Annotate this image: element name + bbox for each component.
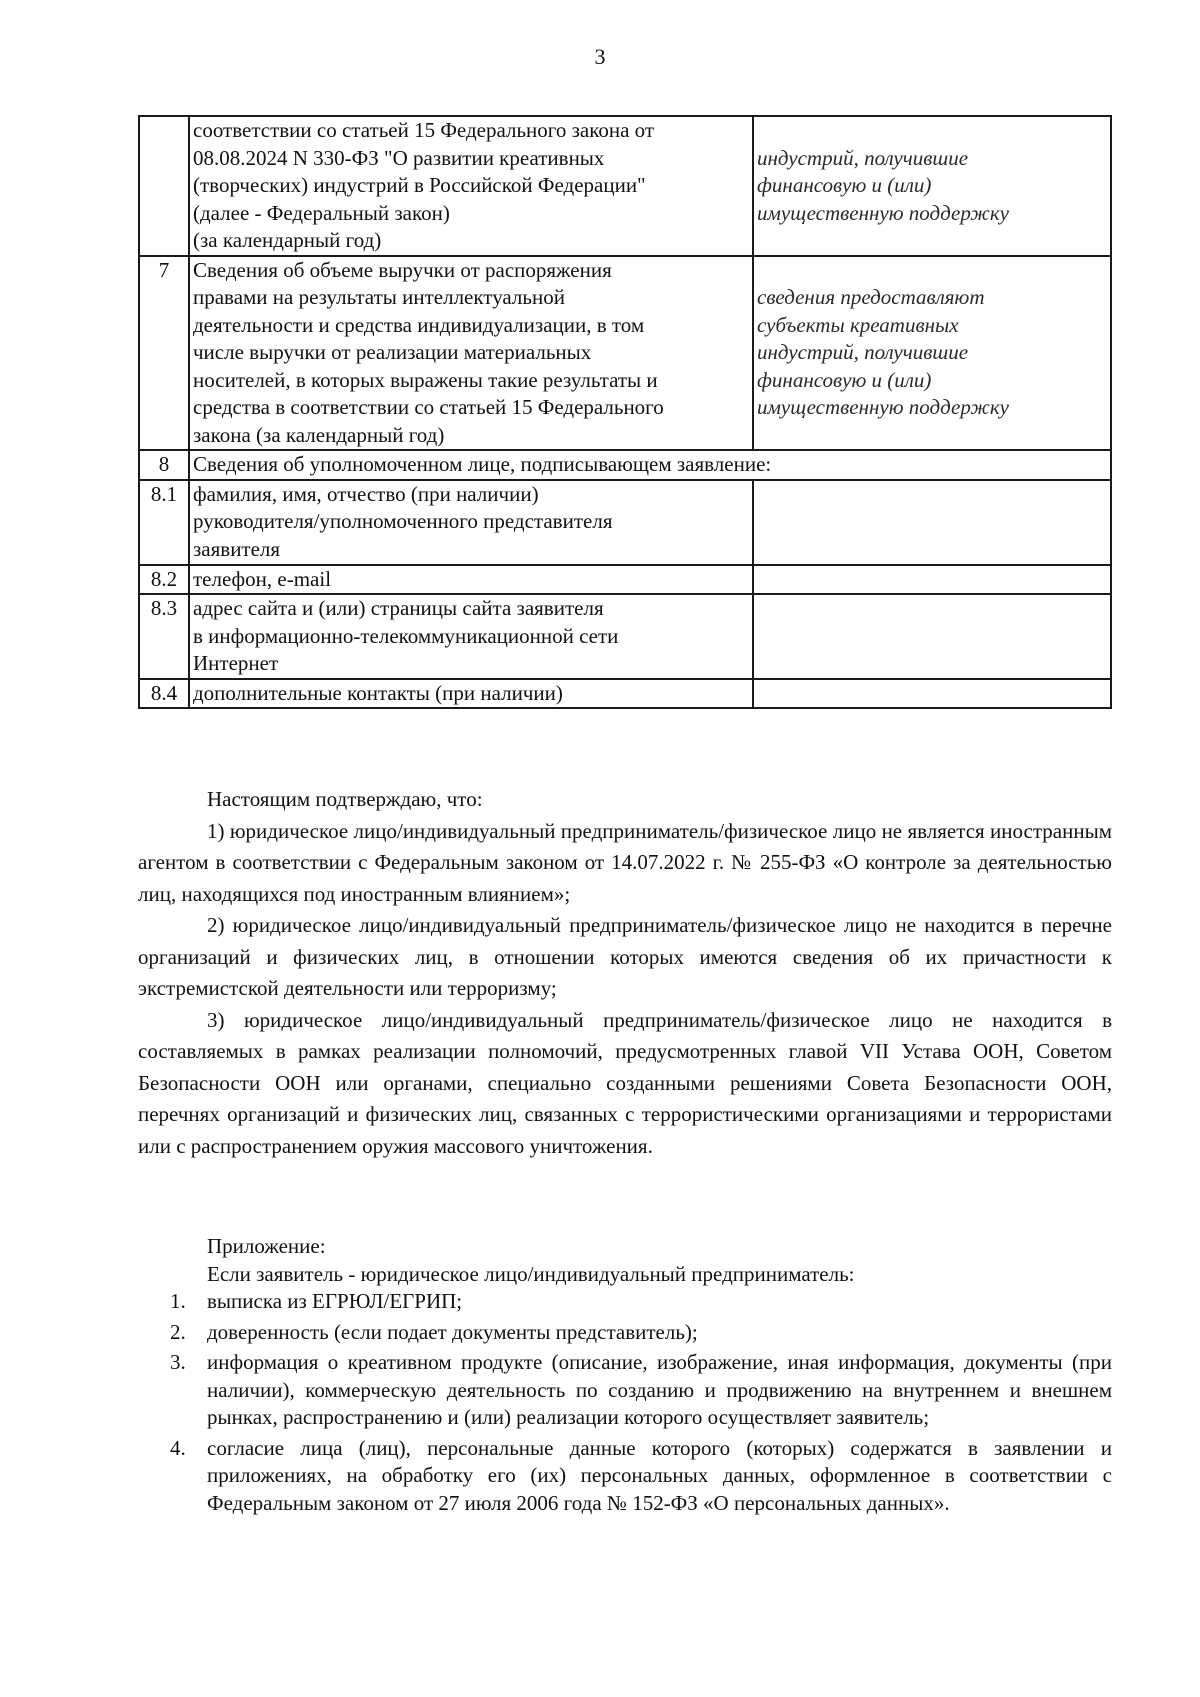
row-number: 8.3 [139,594,189,679]
row-number: 8.1 [139,480,189,565]
row-label [189,116,753,256]
row-number: 8.2 [139,565,189,595]
row-label [189,480,753,565]
value-cell-website[interactable] [753,594,1111,679]
list-item [138,1349,1112,1432]
value-cell-full-name[interactable] [753,480,1111,565]
list-item [138,1435,1112,1518]
row-label: дополнительные контакты (при наличии) [189,679,753,709]
table-row [139,594,1111,679]
list-item [138,1288,1112,1316]
list-item-number: 3. [170,1350,186,1374]
confirmation-section [138,784,1112,1162]
value-cell-phone-email[interactable] [753,565,1111,595]
list-item [138,1319,1112,1347]
annex-list [138,1288,1112,1517]
annex-title: Приложение: [207,1234,326,1258]
list-item-number: 1. [170,1289,186,1313]
row-note [753,116,1111,256]
list-item-text: информация о креативном продукте (описание, изображение, иная информация, документы (при наличии), коммерческую деятельность по созданию и продвижению на внутреннем и внешнем рынках, распространению и (или) реализации которого осуществляет заявитель; [207,1350,1112,1429]
confirmation-item: 2) юридическое лицо/индивидуальный предприниматель/физическое лицо не находится в перечне организаций и физических лиц, в отношении которых имеются сведения об их причастности к экстремистской деятельности или терроризму; [138,913,1112,1000]
annex-condition: Если заявитель - юридическое лицо/индивидуальный предприниматель: [207,1262,855,1286]
row-label [189,594,753,679]
annex-section [138,1232,1112,1520]
row-note [753,256,1111,451]
row-note-text: сведения предоставляют субъекты креативных индустрий, получившие финансовую и (или) имущественную поддержку [757,285,1009,419]
list-item-text: доверенность (если подает документы представитель); [207,1319,698,1344]
list-item-text: выписка из ЕГРЮЛ/ЕГРИП; [207,1289,463,1313]
confirmation-item: 3) юридическое лицо/индивидуальный предприниматель/физическое лицо не находится в составляемых в рамках реализации полномочий, предусмотренных главой VII Устава ООН, Советом Безопасности ООН или органами, специально созданными решениями Совета Безопасности ООН, перечнях организаций и физических лиц, связанных с террористическими организациями и террористами или с распространением оружия массового уничтожения. [138,1007,1112,1158]
row-number: 7 [139,256,189,451]
row-label-text: Сведения об объеме выручки от распоряжения правами на результаты интеллектуальной деятельности и средства индивидуализации, в том числе выручки от реализации материальных носителей, в которых выражены такие результаты и средства в соответствии со статьей 15 Федерального закона (за календарный год) [193,257,664,447]
row-label-text: соответствии со статьей 15 Федерального закона от 08.08.2024 N 330-ФЗ "О развитии креативных (творческих) индустрий в Российской Федерации" (далее - Федеральный закон) (за календарный год) [193,118,655,252]
table-row [139,565,1111,595]
row-number: 8.4 [139,679,189,709]
row-label: телефон, e-mail [189,565,753,595]
table-row [139,256,1111,451]
table-row [139,450,1111,480]
page-number: 3 [594,44,606,69]
confirmation-intro: Настоящим подтверждаю, что: [207,787,483,811]
list-item-text: согласие лица (лиц), персональные данные которого (которых) содержатся в заявлении и приложениях, на обработку его (их) персональных данных, оформленное в соответствии с Федеральным законом от 27 июля 2006 года № 152-ФЗ «О персональных данных». [207,1435,1112,1515]
table-row [139,116,1111,256]
table-row [139,679,1111,709]
row-label-text: адрес сайта и (или) страницы сайта заявителя в информационно-телекоммуникационной сети Интернет [193,596,619,675]
table-row [139,480,1111,565]
row-label-text: фамилия, имя, отчество (при наличии) руководителя/уполномоченного представителя заявителя [193,481,613,561]
list-item-number: 2. [170,1319,186,1344]
confirmation-item: 1) юридическое лицо/индивидуальный предприниматель/физическое лицо не является иностранным агентом в соответствии с Федеральным законом от 14.07.2022 г. № 255-ФЗ «О контроле за деятельностью лиц, находящихся под иностранным влиянием»; [138,818,1112,906]
application-form-table [138,115,1112,709]
list-item-number: 4. [170,1435,186,1460]
row-number: 8 [139,450,189,480]
row-note-text: индустрий, получившие финансовую и (или) имущественную поддержку [757,145,1009,225]
row-label [189,256,753,451]
row-number [139,116,189,256]
section-heading: Сведения об уполномоченном лице, подписывающем заявление: [189,450,1111,480]
value-cell-extra-contacts[interactable] [753,679,1111,709]
